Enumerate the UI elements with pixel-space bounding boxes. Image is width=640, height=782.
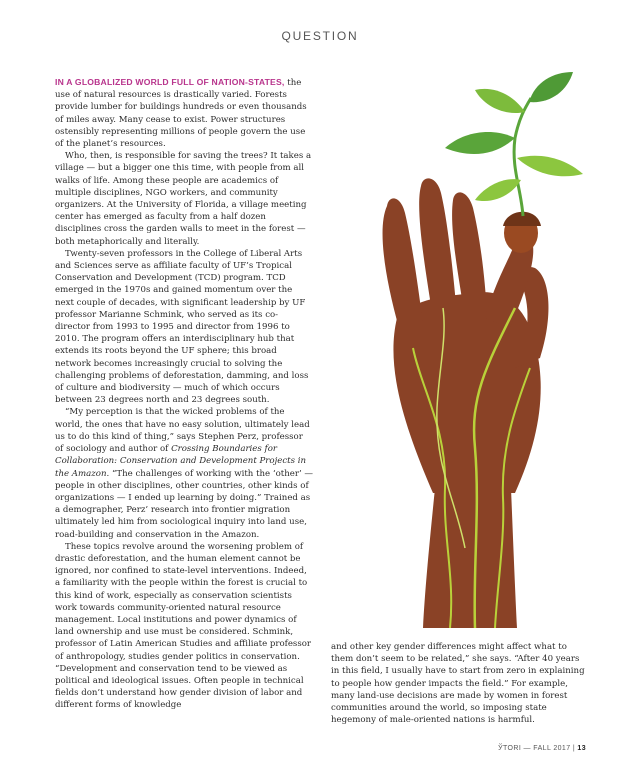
leaf-4 (475, 89, 525, 113)
paragraph-4-text-b: “The challenges of working with the ‘other’ — people in other disciplines, other countries, other kinds of organizations — I ended up learning by doing.” Trained as a demographer, Perz’ research into frontier migration ultimately led him from sociological inquiry into land use, road-building and conservation in the Amazon. (55, 468, 314, 540)
paragraph-4-text-a: “My perception is that the wicked problems of the world, the ones that have no easy solution, ultimately lead us to do this kind of thing,” says Stephen Perz, professor of sociology and author of (55, 407, 310, 455)
section-header: QUESTION (281, 29, 359, 43)
paragraph-2: Who, then, is responsible for saving the trees? It takes a village — but a bigger one this time, with people from all walks of life. Among these people are academics of multiple disciplines, NGO workers, and community organizers. At the University of Florida, a village meeting center has emerged as faculty from a half dozen disciplines cross the garden walls to meet in the forest — both metaphorically and literally. (55, 151, 312, 247)
finger-1 (383, 198, 423, 328)
paragraph-5: These topics revolve around the worsening problem of drastic deforestation, and the human element cannot be ignored, nor confined to state-level interventions. Indeed, a familiarity with the people within the forest is crucial to this kind of work, especially as conservation scientists work towards community-oriented natural resource management. Local institutions and power dynamics of land ownership and use must be considered. Schmink, professor of Latin American Studies and affiliate professor of anthropology, studies gender politics in conservation. “Development and conservation tend to be viewed as political and ideological issues. Often people in technical fields don’t understand how gender division of labor and different forms of knowledge (55, 541, 312, 711)
lead-in: IN A GLOBALIZED WORLD FULL OF NATION-STATES, (55, 77, 285, 87)
article-column-right (331, 641, 585, 726)
hand-seedling-illustration (325, 68, 595, 628)
article-column-left (55, 76, 313, 712)
leaf-3 (529, 72, 573, 102)
page-footer (498, 745, 586, 752)
leaf-2 (517, 156, 583, 177)
leaf-5 (475, 179, 521, 201)
finger-2 (419, 178, 457, 318)
leaf-1 (445, 132, 515, 154)
paragraph-4 (55, 406, 313, 540)
book-title: Crossing Boundaries for Collaboration: Conservation and Development Projects in the Amazon. (55, 444, 307, 479)
paragraph-1-text: the use of natural resources is drastically varied. Forests provide lumber for buildings hundreds or even thousands of miles away. Many cease to exist. Power structures ostensibly representing millions of people govern the use of the planet’s resources. (55, 78, 307, 150)
paragraph-6: and other key gender differences might affect what to them don’t seem to be related,” she says. “After 40 years in this field, I usually have to start from zero in explaining to people how gender impacts the field.” For example, many land-use decisions are made by women in forest communities around the world, so imposing state hegemony of male-oriented nations is harmful. (331, 642, 585, 726)
publication-name: ЎTORI — FALL 2017 | (498, 745, 578, 752)
paragraph-1 (55, 76, 313, 150)
page-number: 13 (577, 745, 586, 752)
paragraph-3: Twenty-seven professors in the College of Liberal Arts and Sciences serve as affiliate faculty of UF’s Tropical Conservation and Development (TCD) program. TCD emerged in the 1970s and gained momentum over the next couple of decades, with significant leadership by UF professor Marianne Schmink, who served as its co-director from 1993 to 1995 and director from 1996 to 2010. The program offers an interdisciplinary hub that extends its roots beyond the UF sphere; this broad network becomes increasingly crucial to solving the challenging problems of deforestation, damming, and loss of culture and biodiversity — much of which occurs between 23 degrees north and 23 degrees south. (55, 248, 309, 406)
